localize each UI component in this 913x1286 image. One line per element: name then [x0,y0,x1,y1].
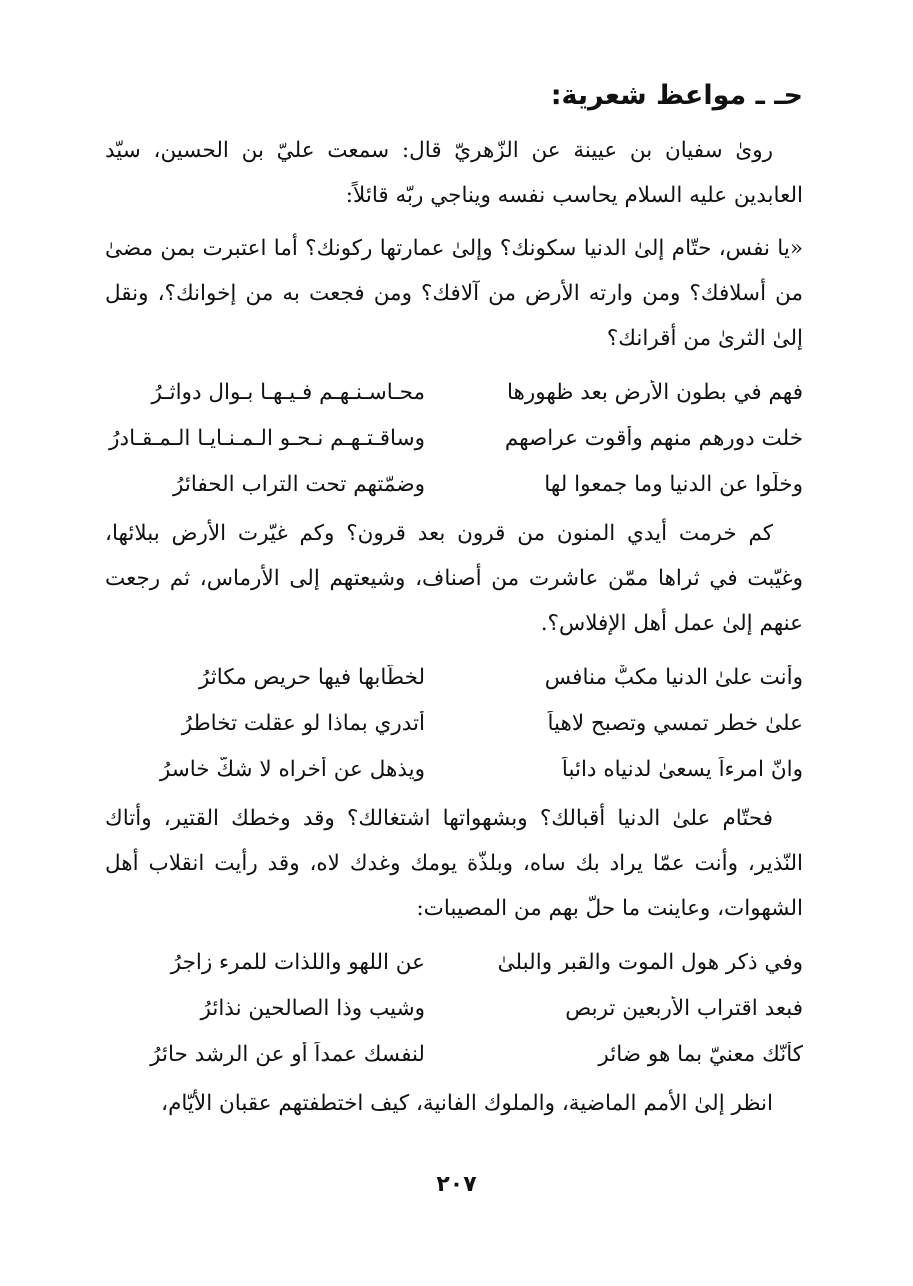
verse-line [105,985,803,1031]
verse-second-hemistich: ويذهل عن أخراه لا شكَّ خاسرُ [159,756,425,782]
verse-second-hemistich: لخطّابها فيها حريص مكاثرُ [198,664,425,690]
verses-block-2 [105,654,803,792]
verse-first-hemistich: فهم في بطون الأرض بعد ظهورها [506,379,803,405]
intro-paragraph: روىٰ سفيان بن عيينة عن الزّهريّ قال: سمعت عليّ بن الحسين، سيّد العابدين عليه السلام يحاسب نفسه ويناجي ربّه قائلاً: [105,138,803,208]
verse-second-hemistich: أتدري بماذا لو عقلت تخاطرُ [181,710,425,736]
verse-first-hemistich: كأنّك معنيّ بما هو ضائر [598,1041,803,1067]
verse-second-hemistich: عن اللهو واللذات للمرء زاجرُ [170,949,425,975]
quote-paragraph-3: فحتّام علىٰ الدنيا أقبالك؟ وبشهواتها اشتغالك؟ وقد وخطك القتير، وأتاك النّذير، وأنت عمّا يراد بك ساه، وبلذّة يومك وغدك لاه، وقد رأيت انقلاب أهل الشهوات، وعاينت ما حلّ بهم من المصيبات: [105,806,803,921]
verses-block-1 [105,369,803,507]
verse-first-hemistich: وانّ امرءاً يسعىٰ لدنياه دائباً [561,756,803,782]
verse-line [105,1031,803,1077]
verse-line [105,939,803,985]
quote-paragraph-4: انظر إلىٰ الأمم الماضية، والملوك الفانية، كيف اختطفتهم عقبان الأيّام، [161,1091,773,1116]
page-number: ٢٠٧ [436,1172,477,1197]
verse-line [105,415,803,461]
verse-first-hemistich: وفي ذكر هول الموت والقبر والبلىٰ [497,949,803,975]
verse-first-hemistich: وخلّوا عن الدنيا وما جمعوا لها [544,471,803,497]
verses-block-3 [105,939,803,1077]
verse-line [105,369,803,415]
verse-first-hemistich: وأنت علىٰ الدنيا مكبٌّ منافس [544,664,803,690]
verse-line [105,461,803,507]
verse-line [105,700,803,746]
quote-paragraph-2: كم خرمت أيدي المنون من قرون بعد قرون؟ وكم غيّرت الأرض ببلائها، وغيّبت في ثراها ممّن عاشرت من أصناف، وشيعتهم إلى الأرماس، ثم رجعت عنهم إلىٰ عمل أهل الإفلاس؟. [105,521,803,636]
section-heading: حـ ـ مواعظ شعرية: [550,80,803,111]
verse-line [105,746,803,792]
verse-first-hemistich: فبعد اقتراب الأربعين تربص [565,995,803,1021]
verse-first-hemistich: علىٰ خطر تمسي وتصبح لاهياً [547,710,803,736]
verse-first-hemistich: خلت دورهم منهم وأقوت عراصهم [504,425,803,451]
verse-second-hemistich: وشيب وذا الصالحين نذائرُ [200,995,425,1021]
verse-second-hemistich: وضمّتهم تحت التراب الحفائرُ [172,471,425,497]
verse-line [105,654,803,700]
verse-second-hemistich: لنفسك عمداً أو عن الرشد حائرُ [150,1041,425,1067]
quote-paragraph-1: «يا نفس، حتّام إلىٰ الدنيا سكونك؟ وإلىٰ عمارتها ركونك؟ أما اعتبرت بمن مضىٰ من أسلافك؟ ومن وارته الأرض من آلافك؟ ومن فجعت به من إخوانك؟، ونقل إلىٰ الثرىٰ من أقرانك؟ [105,236,803,351]
verse-second-hemistich: وساقـتـهـم نـحـو الـمـنـايـا الـمـقـادرُ [109,425,425,451]
verse-second-hemistich: محـاسـنـهـم فـيـهـا بـوال دواثـرُ [151,379,425,405]
